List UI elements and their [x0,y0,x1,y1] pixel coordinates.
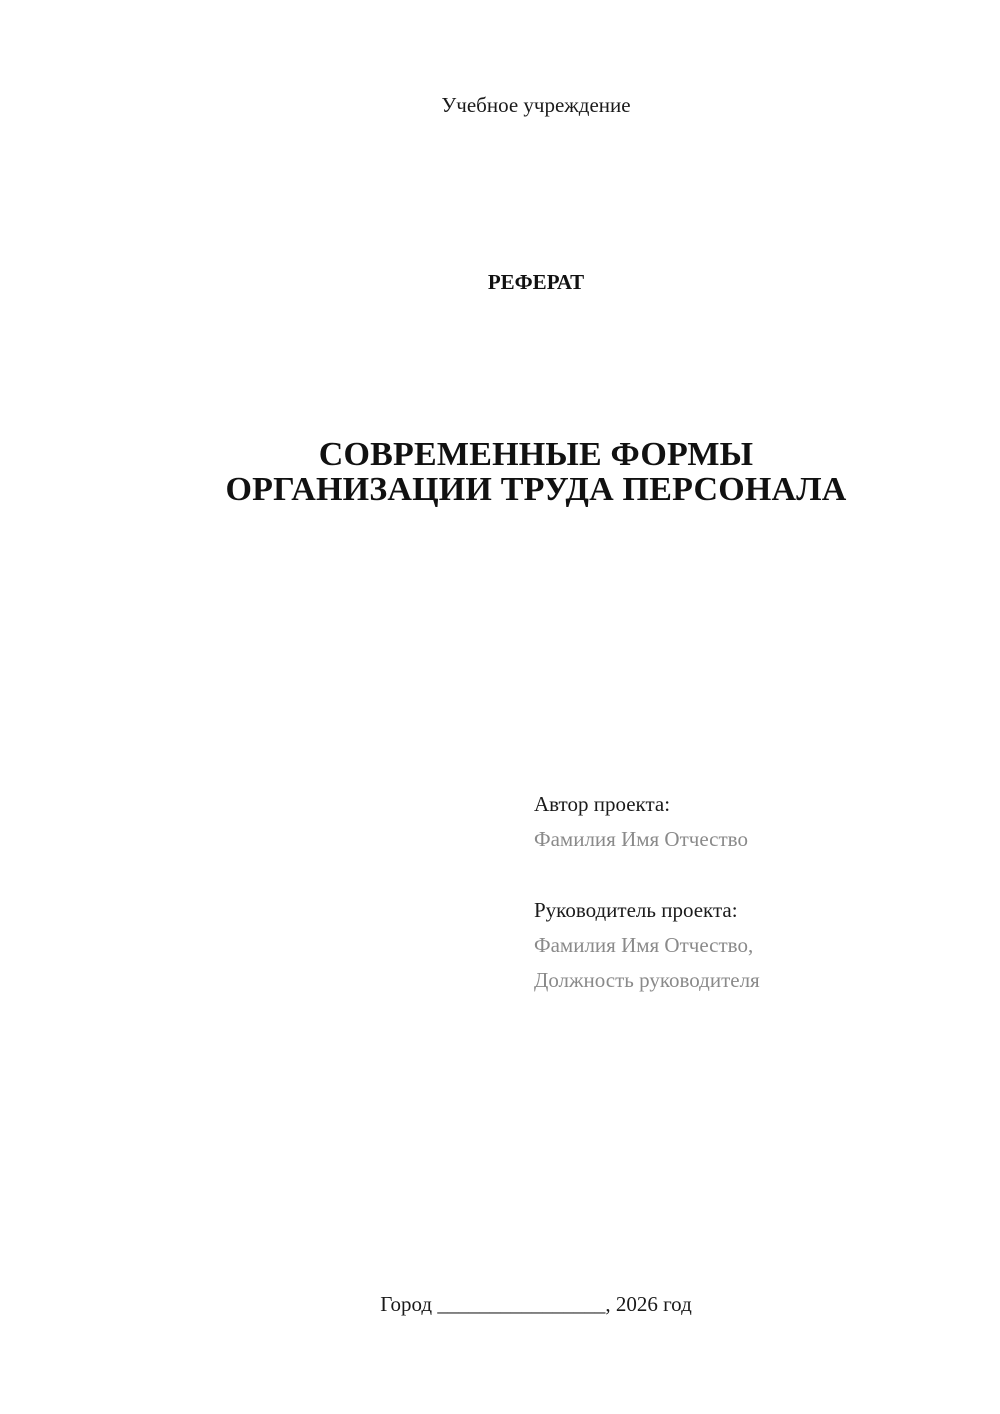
institution-name: Учебное учреждение [441,93,631,117]
document-title-line-1: СОВРЕМЕННЫЕ ФОРМЫ [318,436,754,473]
supervisor-name: Фамилия Имя Отчество, [534,933,754,957]
author-label: Автор проекта: [534,792,671,816]
author-name: Фамилия Имя Отчество [534,827,748,851]
document-title-line-2: ОРГАНИЗАЦИИ ТРУДА ПЕРСОНАЛА [225,471,847,508]
supervisor-label: Руководитель проекта: [534,898,738,922]
info-spacer [534,857,974,893]
project-info-block [534,787,974,998]
city-year-line: Город ________________, 2026 год [380,1292,692,1316]
document-title [0,437,1000,507]
supervisor-position: Должность руководителя [534,968,760,992]
document-type: РЕФЕРАТ [487,270,585,294]
